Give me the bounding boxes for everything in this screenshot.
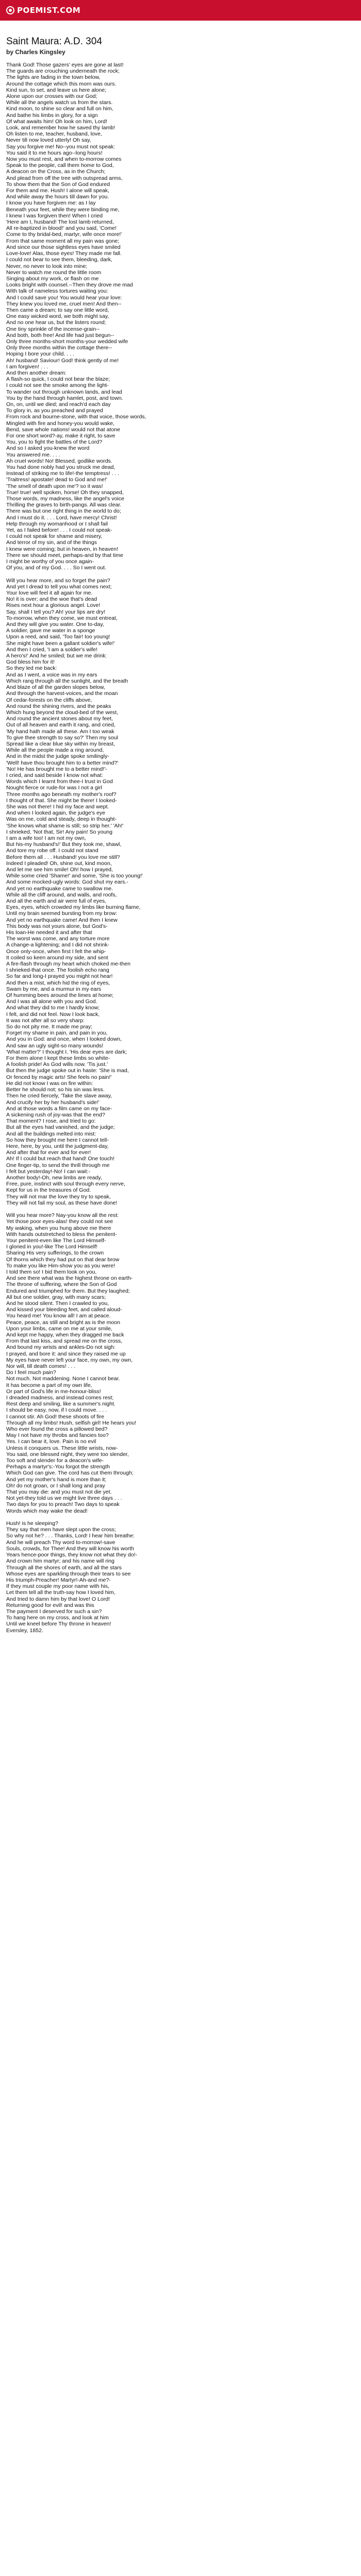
poem-line: For them alone I kept these limbs so white- [6,1055,110,1062]
poem-line: They say that men have slept upon the cross; [6,1527,116,1533]
poem-line: Rises next hour a glorious angel. Love! [6,602,101,609]
poem-line: And I could save you! You would hear your love: [6,294,122,301]
poem-line: A deacon on the Cross, as in the Church; [6,168,106,175]
poem-line: One tiny sprinkle of the incense-grain-- [6,326,100,332]
poem-line: I might be worthy of you once again- [6,558,94,565]
poem-line: Never to watch me round the little room [6,269,102,276]
poem-line: Kind moon, to shine so clear and full on him, [6,106,113,112]
poem-line: And tore my robe off. I could not stand [6,848,99,854]
poem-line: That moment? I rose, and tried to go: [6,1118,96,1125]
poem-line: Will you hear more? Nay-you know all the rest: [6,1212,119,1219]
poem-line: Then came a dream; to say one little word, [6,307,109,313]
poem-line: His loan-He needed it and after that [6,929,92,936]
poem-line: Upon a reed, and said, 'Too fair! too young! [6,634,110,640]
poem-line: Speak to the people, call them home to God, [6,162,114,169]
poem-line: From that last kiss, and spread me on the cross, [6,1338,123,1345]
poem-line: Will you hear more, and so forget the pain? [6,577,110,584]
poem-line: Those words, my madness, like the angel's voice [6,496,124,502]
poem-line: A sickening rush of joy-was that the end? [6,1111,105,1118]
poem-line: Too soft and slender for a deacon's wife- [6,1458,104,1464]
poem-line: And kissed your bleeding feet, and called aloud- [6,1307,122,1313]
poem-line: Of cedar-forests on the cliffs above, [6,697,92,703]
poem-line: Of thorns which they had put on that dear brow [6,1256,120,1263]
poem-line: All re-baptized in blood!' and you said, 'Come! [6,225,117,232]
poem-line: The throne of suffering, where the Son of God [6,1281,117,1288]
poem-line: Perhaps a martyr's:-You forgot the strength [6,1464,110,1470]
poem-line: And both, both free! And life had just begun-- [6,332,114,338]
poem-line: Endured and triumphed for them. But they laughed; [6,1287,130,1294]
poem-line: And no one hear us, but the listers round; [6,319,106,326]
poem-line: To make you like Him-show you as you were! [6,1262,116,1269]
poem-line: Look, and remember how he saved thy lamb! [6,125,116,131]
poem-line: Indeed I pleaded! Oh, shine out, kind moon, [6,860,112,867]
author-link[interactable]: Charles Kingsley [15,48,65,56]
poem-line: And he stood silent. Then I crawled to you, [6,1300,109,1307]
poem-line: And all the earth and air were full of eyes, [6,898,107,904]
poem-line: Instead of striking me to life!-the temptress! . . . [6,470,120,477]
poem-line: Or part of God's life in me-honour-bliss! [6,1388,101,1395]
poem-line: You heard me! You know all! I am at peace. [6,1313,111,1319]
poem-line: Oh! do not groan, or I shall long and pray [6,1482,105,1489]
poem-line: Free, pure, instinct with soul through every nerve, [6,1181,125,1188]
poem-line: I cried, and said beside I know not what: [6,772,103,778]
poem-line: I gloried in you!-like The Lord Himself! [6,1244,97,1250]
poem-line: To-morrow, when they come, we must entreat, [6,615,118,621]
poem-line: On, on, until we died; and reach'd each day [6,401,111,408]
poem-line: While all the cliff around, and walls, and roofs, [6,891,117,898]
poem-line: I am forgiven! . . . [6,363,48,370]
poem-line: All but one soldier, gray, with many scars; [6,1294,106,1300]
poem-line: Come to thy bridal-bed, martyr, wife once more!' [6,231,122,238]
poem-line: Your penitent-even like The Lord Himself- [6,1237,106,1244]
poem-byline [6,48,341,56]
poem-line: Bend, save whole nations! would not that atone [6,426,121,433]
poem-line: I am a wife too! I am not my own, [6,835,86,841]
poem-line: Looks bright with counsel.--Then they drove me mad [6,282,133,289]
poem-line: 'No! He has brought me to a better mind!'- [6,766,107,772]
poem-line: To hang here on my cross, and look at him [6,1615,109,1621]
poem-line: Yet, as I failed before! . . . I could not speak- [6,527,112,534]
poem-line: Mingled with fire and honey-you would wake, [6,420,114,427]
poem-line: Alone upon our crosses with our God; [6,93,97,100]
poem-line: And all the buildings melted into mist: [6,1130,96,1137]
poem-line: Better he should not; so his sin was less. [6,1087,105,1093]
poem-line: My eyes have never left your face, my own, my own, [6,1357,133,1363]
poem-line: Hoping I bore your child. . . . [6,351,74,358]
poem-line: And what they did to me I hardly know; [6,1005,100,1011]
poem-line: And after that for ever and for ever! [6,1149,91,1156]
poem-line: Not much. Not maddening. None I cannot bear. [6,1376,120,1382]
poem-line: I knew I was forgiven then! When I cried [6,212,103,219]
poem-line: To glory in, as you preached and prayed [6,408,103,414]
poem-line: Yes. I can bear it, love. Pain is no evil [6,1438,96,1445]
poem-line: They will not mar the love they try to speak, [6,1193,111,1200]
poem-line: Love-love! Alas, those eyes! They made me fall. [6,250,122,257]
poem-line: And they will give you water. One to-day, [6,621,104,628]
poem-line: From that same moment all my pain was gone; [6,238,120,244]
poem-line: Nought fierce or rude-for was I not a girl [6,785,102,791]
poem-line: And some mocked-ugly words: God shut my ears.- [6,879,128,886]
poem-line: His triumph-Preacher! Martyr!-Ah-and me?- [6,1577,111,1583]
poem-line: To wander out through unknown lands, and lead [6,388,122,395]
poem-line: I could not bear to see them, bleeding, dark, [6,257,112,263]
poem-title: Saint Maura: A.D. 304 [6,36,102,47]
poem-line: 'She knows what shame is still; so strip her.' 'Ah!' [6,822,124,829]
poem-line: Which hung beyond the cloud-bed of the west, [6,709,118,716]
poem-line: Do I feel much pain? [6,1369,56,1376]
poem-line: A fire-flash through my heart which choked me-then [6,961,130,968]
poem-line: 'The smell of death upon me'? so it was! [6,483,103,489]
poem-line: And see there what was the highest throne on earth- [6,1275,133,1282]
poem-line: They knew you loved me, cruel men! And then-- [6,300,122,307]
poem-line: Let them tell all the truth-say how I loved him, [6,1589,116,1596]
poem-line: Only three months-short months-your wedded wife [6,338,128,345]
poem-line: And since our those sightless eyes have smiled [6,244,121,250]
poem-line: The lights are fading in the town below, [6,74,101,81]
poem-line: Eyes, eyes, which crowded my limbs like burning flame, [6,904,141,911]
poem-line: A soldier, gave me water in a sponge [6,628,95,634]
poem-line: And tried to damn him by that love! O Lord! [6,1596,110,1602]
poem-line: Two days for you to preach! Two days to speak [6,1501,120,1508]
poem-line: A hero's!' And he smiled; but we me drink: [6,653,107,659]
poem-line: And yet my mother's hand is more than it; [6,1476,107,1483]
poem-line: I thought of that. She might be there! I looked- [6,797,117,804]
poem-line: Eversley, 1852. [6,1627,43,1634]
poem-line: I should be easy, now, if I could move. . . . [6,1407,107,1414]
poem-line: I felt, and did not feel. Now I look back, [6,1011,100,1018]
poem-line: Ah cruel words! No! Blessed, godlike words. [6,457,112,464]
poem-line: With talk of nameless tortures waiting you: [6,288,108,295]
poem-line: 'Well! have thou brought him to a better mind?' [6,759,119,766]
poem-line: Peace, peace, as still and bright as is the moon [6,1319,121,1326]
poem-line: And so I asked you-knew the word [6,445,90,452]
poem-line: Thank God! Those gazers' eyes are gone at last! [6,62,124,68]
poem-line: And blaze of all the garden slopes below, [6,684,105,691]
poem-line: It has become a part of my own life, [6,1382,92,1388]
poem-line: Through all my limbs! Hush, selfish girl! He hears you! [6,1419,137,1426]
poem-line: Hush! is he sleeping? [6,1520,58,1527]
poem-line: For them and me. Hush! I alone will speak, [6,188,109,194]
poem-line: So do not pity me. It made me pray; [6,1024,93,1030]
poem-line: This body was not yours alone, but God's- [6,923,108,929]
poem-line: Around the cottage which this morn was ours. [6,80,117,87]
poem-line: I could not speak for shame and misery, [6,533,103,540]
poem-line: Help through my womanhood or I shall fail [6,520,108,527]
poem-line: And yet no earthquake came to swallow me. [6,885,113,892]
poem-content [6,36,341,1634]
stanza-break [6,1514,341,1520]
by-label: by [6,48,14,56]
poem-line: With hands outstretched to bless the penitent- [6,1231,117,1238]
poem-line: Ah! husband! Saviour! God! think gently of me! [6,357,119,364]
poem-line: And then another dream: [6,369,67,376]
poem-line: Another body!-Oh, new limbs are ready, [6,1174,102,1181]
poem-line: Until we kneel before Thy throne in heaven! [6,1621,111,1628]
poem-body [6,62,341,1634]
poem-line: I knew were coming; but in heaven, in heaven! [6,546,118,552]
poem-line: Who ever found the cross a pillowed bed? [6,1426,108,1433]
poem-line: Out of all heaven and earth it rang, and cried, [6,722,116,728]
poem-line: There was but one right thing in the world to do; [6,508,121,515]
poem-line: You said it to me hours ago--long hours! [6,149,103,156]
poem-line: You by the hand through hamlet, post, and town. [6,395,123,401]
poem-line: The payment I deserved for such a sin? [6,1608,102,1615]
poem-line: Never, no never to look into mine; [6,263,88,269]
poem-line: The guards are crouching underneath the rock; [6,68,120,75]
poem-line: The worst was come, and any torture more [6,936,110,942]
poem-line: While all the angels watch us from the stars. [6,99,113,106]
poem-line: You, you to fight the battles of the Lord? [6,439,103,446]
poem-line: A foolish pride! As God wills now. 'Tis just.' [6,1061,108,1068]
poem-line: Once only-once, when first I felt the whip- [6,948,106,955]
poem-line: Before them all . . . Husband! you love me still? [6,854,120,860]
poem-line: But then the judge spoke out in haste: 'She is mad, [6,1067,129,1074]
poem-line: Singing about my work, or flash on me [6,275,99,282]
poem-line: She might have been a gallant soldier's wife!' [6,640,115,647]
poem-line: May I not have my throbs and fancies too? [6,1432,109,1439]
poem-line: I felt but yesterday!-No! I can wait:- [6,1168,90,1175]
poem-line: You had done nobly had you struck me dead, [6,464,116,470]
poem-line: But all the eyes had vanished, and the judge; [6,1124,115,1131]
poem-line: And round the ancient stones about my feet, [6,716,113,722]
poem-line: There we should meet, perhaps-and by that time [6,552,123,558]
poem-line: Say you forgive me! No--you must not speak: [6,143,116,150]
poem-line: I cannot stir. Ah God! these shoots of fire [6,1413,104,1420]
poem-line: Words which may wake the dead! [6,1507,88,1514]
poem-line: You answered me. . . . [6,451,60,458]
poem-line: And I must do it. . . . Lord, have mercy! Christ! [6,514,117,521]
poem-line: Your love will feel it all again for me. [6,590,93,597]
poem-line: Upon your limbs, came on me at your smile, [6,1325,112,1332]
poem-line: And bathe his limbs in glory, for a sign [6,112,98,118]
poem-line: Returning good for evil! and was this [6,1602,94,1608]
poem-line: It was not after all so very sharp: [6,1017,85,1024]
poem-line: 'What matter?' I thought I. 'His dear eyes are dark; [6,1048,127,1055]
poem-line: So why not he? . . . Thanks, Lord! I hear him breathe: [6,1533,135,1539]
poem-line: But his-my husband's!' But they took me, shawl, [6,841,122,848]
stanza-break [6,1206,341,1212]
poem-line: And in the midst the judge spoke smilingly- [6,753,109,760]
poem-line: And as I went, a voice was in my ears [6,671,97,678]
poem-line: I prayed, and bore it: and since they raised me up [6,1350,126,1357]
poem-line: 'Here am I, husband! The lost lamb returned, [6,219,114,226]
poem-line: And at those words a film came on my face- [6,1105,112,1112]
poem-line: And through the harvest-voices, and the moan [6,690,118,697]
poem-line: So far and long-I prayed you might not hear! [6,973,113,980]
poem-line: And then a mist, which hid the ring of eyes, [6,979,110,986]
poem-line: Sharing His very sufferings, to the crown [6,1250,104,1257]
poem-line: Only three months within the cottage there-- [6,345,112,351]
poem-line: And plead from off the tree with outspread arms, [6,175,123,181]
poem-line: Souls, crowds, for Thee! And they will know his worth [6,1545,134,1552]
poem-line: Then he cried fiercely, 'Take the slave away, [6,1093,112,1099]
poem-line: Years hence-poor things, they know not what they do!- [6,1552,138,1558]
poem-line: Three months ago beneath my mother's roof? [6,791,117,798]
poem-line: Which God can give. The cord has cut them through; [6,1470,134,1477]
poem-line: And crucify her by her husband's side!' [6,1099,100,1106]
poem-line: God bless him for it! [6,659,55,666]
poem-line: And crown him martyr; and his name will ring [6,1558,114,1565]
poem-line: Oh listen to me, teacher, husband, love, [6,131,102,138]
poem-line: I know you have forgiven me: as I lay [6,200,96,207]
poem-line: Of what awaits him! Oh look on him, Lord! [6,118,107,125]
poem-line: True! true! well spoken, horse! Oh they snapped, [6,489,124,496]
poem-line: Yet those poor eyes-alas! they could not see [6,1218,113,1225]
poem-line: And while away the hours till dawn for you. [6,194,109,200]
poem-line: I dreaded madness, and instead comes rest; [6,1395,114,1401]
stanza-break [6,571,341,577]
poem-line: Swam by me, and a murmur in my ears [6,986,102,992]
poem-line: Now you must rest, and when to-morrow comes [6,156,122,163]
poem-line: Which rang through all the sunlight, and the breath [6,677,128,684]
poem-line: Rest deep and smiling, like a summer's night. [6,1401,116,1408]
poem-line: And kept me happy, when they dragged me back [6,1332,124,1338]
poem-line: Forget my shame in pain, and pain in you, [6,1030,108,1037]
poem-line: Of you, and of my God. . . . So I went out. [6,565,107,571]
poem-line: Kept for us in the treasures of God. [6,1187,91,1194]
poem-line: So how they brought me here I cannot tell- [6,1137,109,1143]
poem-line: I told them so! I bid them look on you, [6,1268,97,1275]
logo-text: POEMIST.COM [17,6,81,15]
poem-line: Say, shall I tell you? Ah! your lips are dry! [6,608,106,615]
poem-line: And yet I dread to tell you what comes next; [6,583,112,590]
poem-line: If they must couple my poor name with his, [6,1583,109,1590]
poem-line: And bound my wrists and ankles-Do not sigh: [6,1344,116,1351]
poem-line: Spread like a clear blue sky within my breast, [6,740,116,747]
poem-line: Or fenced by magic arts! She feels no pain!' [6,1074,112,1080]
poem-line: A change-a lightening; and I did not shrink- [6,942,109,948]
poem-line: And round the shining rivers, and the peaks [6,703,111,709]
poem-line: And terror of my sin, and of the things [6,539,97,546]
poem-line: Nor will, till death comes! . . . [6,1363,76,1370]
poem-line: Here, here, by you, until the judgment-day, [6,1143,109,1149]
poem-line: One finger-tip, to send the thrill through me [6,1162,110,1168]
poem-line: Was on me, cold and steady, deep in thought- [6,816,117,823]
site-header [0,0,361,21]
poem-line: And he will preach Thy word to-morrow!-save [6,1539,116,1546]
poem-line: Through all the shores of earth, and all the stars [6,1564,122,1571]
poem-line: Never till now loved utterly! Oh say, [6,137,91,144]
poem-line: And let me see him smile! Oh! how I prayed, [6,866,113,873]
poem-line: I shrieked, 'Not that, Sir! Any pain! So young [6,828,113,835]
poem-line: Thrilling the graves to birth-pangs. All was clear. [6,502,122,509]
poem-line: Whose eyes are sparkling through their tears to see [6,1570,131,1577]
poem-line: A flash-so quick, I could not bear the blaze; [6,376,110,383]
poem-line: Unless it conquers us. These little wrists, now- [6,1445,118,1451]
poem-line: I could not see the smoke among the light- [6,382,109,389]
poem-line: Of humming bees around the limes at home; [6,992,114,999]
poem-line: To give thee strength to say so?' Then my soul [6,734,118,741]
poem-line: It coiled so keen around my side, and sent [6,954,108,961]
poem-line: And yet no earthquake came! And then I knew [6,917,118,923]
poem-line: For one short word?-ay, make it right, to save [6,432,116,439]
poem-line: Ah! If I could but reach that hand! One touch! [6,1156,114,1162]
poem-line: They will not fail my soul, as these have done! [6,1199,118,1206]
poem-line: She was not there! I hid my face and wept. [6,803,109,810]
poem-line: 'My hand hath made all these. Am I too weak [6,728,114,735]
poem-line: So they led me back: [6,665,57,672]
poem-line: Until my brain seemed bursting from my brow: [6,910,118,917]
poem-line: To show them that the Son of God endured [6,181,110,188]
poem-line: No! it is over; and the woe that's dead [6,596,97,603]
poem-line: You said, one blessed night, they were too slender, [6,1451,129,1458]
poem-line: And when I looked again, the judge's eye [6,810,105,817]
poem-line: And you in God: and once, when I looked down, [6,1036,122,1043]
poem-line: From rock and bourne-stone, with that voice, those words, [6,414,146,420]
poem-line: Words which I learnt from thee-I trust in God [6,778,113,785]
poem-line: My waking, when you hung above me there [6,1225,111,1231]
poem-line: He did not know I was on fire within: [6,1080,93,1087]
poem-line: Kind sun, to set, and leave us here alone; [6,87,107,93]
poem-line: I shrieked-that once. The foolish echo rang [6,967,109,974]
poem-line: While some cried 'Shame!' and some, 'She is too young!' [6,873,143,879]
poem-line: That you may die: and you must not die yet. [6,1489,112,1496]
site-logo[interactable] [6,6,80,15]
poem-line: And then I cried, 'I am a soldier's wife! [6,646,97,653]
poem-line: While all the people made a ring around, [6,747,104,754]
poem-line: And I was all alone with you and God. [6,998,97,1005]
poem-line: Beneath your feet, while they were binding me, [6,206,120,213]
poem-line: One easy wicked word, we both might say, [6,313,109,320]
poem-line: Not yet-they told us we might live three days . . . [6,1495,122,1502]
poem-line: And saw an ugly sight-so many wounds! [6,1042,104,1049]
poem-line: 'Traitress! apostate! dead to God and me!' [6,477,107,483]
logo-icon [6,6,14,14]
